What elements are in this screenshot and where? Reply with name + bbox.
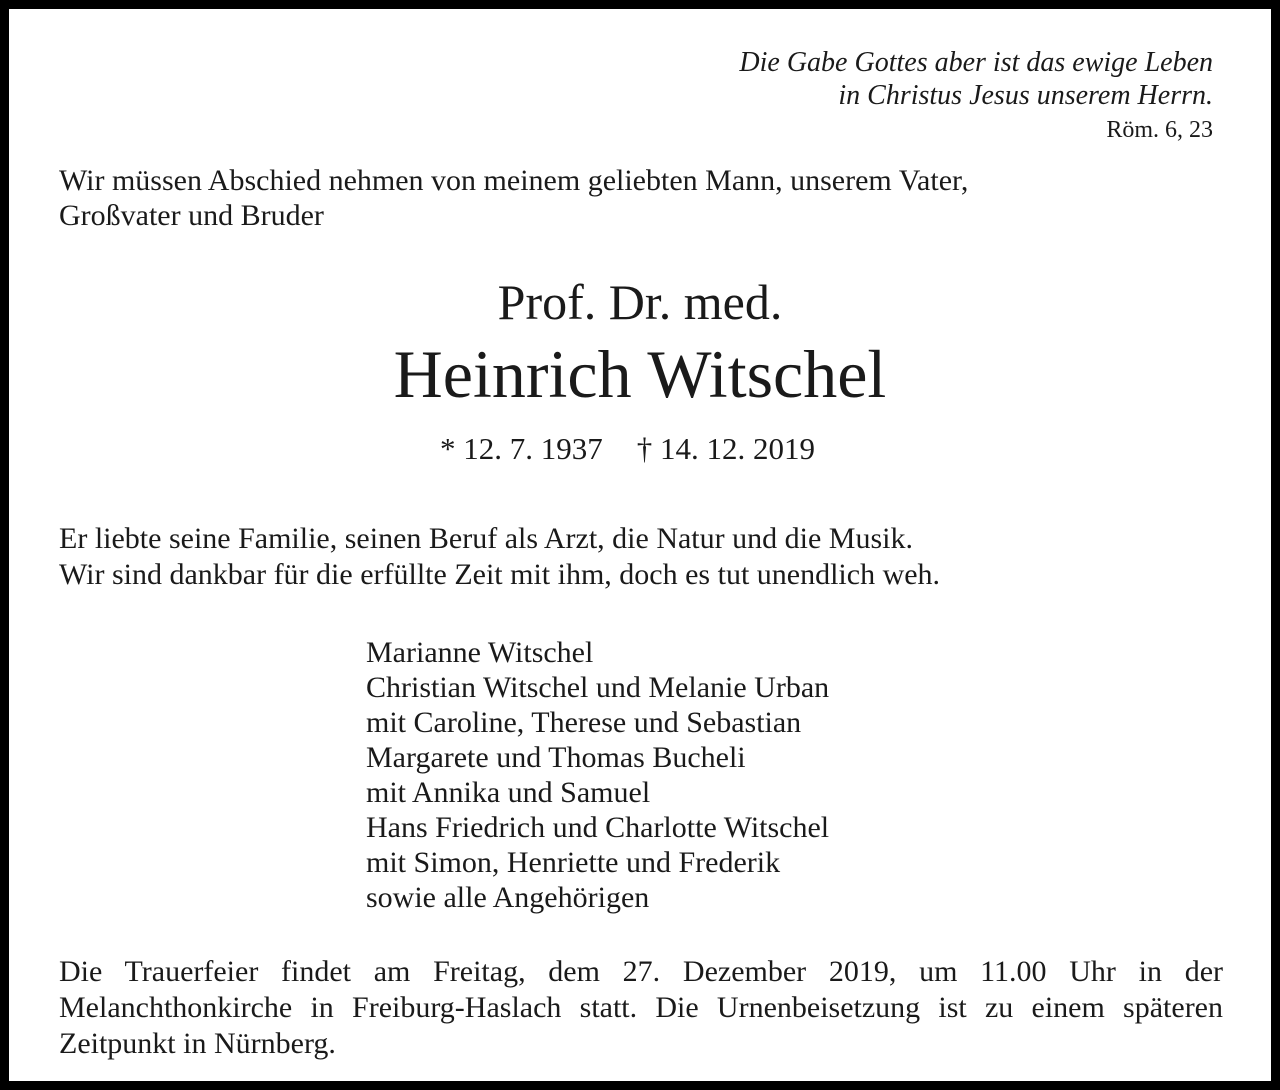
mourner-entry: Marianne Witschel xyxy=(366,636,594,669)
mourners-list xyxy=(366,635,829,915)
deceased-name: Heinrich Witschel xyxy=(393,336,887,412)
tribute-line: Er liebte seine Familie, seinen Beruf als Arzt, die Natur und die Musik. xyxy=(59,522,913,555)
mourner-entry: Hans Friedrich und Charlotte Witschel xyxy=(366,811,830,844)
birth-date: * 12. 7. 1937 xyxy=(440,431,603,466)
mourner-entry: mit Annika und Samuel xyxy=(366,776,651,809)
mourner-entry: sowie alle Angehörigen xyxy=(366,881,650,914)
funeral-service-info: Die Trauerfeier findet am Freitag, dem 27. Dezember 2019, um 11.00 Uhr in der Melanchthonkirche in Freiburg-Haslach statt. Die Urnenbeisetzung ist zu einem späteren Zeitpunkt in Nürnberg. xyxy=(59,955,1223,1060)
intro-text xyxy=(59,163,1179,233)
life-dates xyxy=(440,431,815,467)
bible-verse-line: in Christus Jesus unserem Herrn. xyxy=(838,80,1213,111)
tribute-text xyxy=(59,521,940,593)
intro-line: Großvater und Bruder xyxy=(59,199,324,232)
tribute-line: Wir sind dankbar für die erfüllte Zeit mit ihm, doch es tut unendlich weh. xyxy=(59,558,941,591)
mourner-entry: mit Caroline, Therese und Sebastian xyxy=(366,706,802,739)
mourner-entry: Margarete und Thomas Bucheli xyxy=(366,741,746,774)
deceased-title: Prof. Dr. med. xyxy=(497,274,783,330)
bible-verse xyxy=(739,46,1213,112)
intro-line: Wir müssen Abschied nehmen von meinem geliebten Mann, unserem Vater, xyxy=(59,164,969,197)
mourner-entry: Christian Witschel und Melanie Urban xyxy=(366,671,830,704)
death-date: † 14. 12. 2019 xyxy=(636,431,815,466)
bible-verse-line: Die Gabe Gottes aber ist das ewige Leben xyxy=(739,47,1213,78)
mourner-entry: mit Simon, Henriette und Frederik xyxy=(366,846,781,879)
bible-verse-reference: Röm. 6, 23 xyxy=(1106,117,1213,143)
